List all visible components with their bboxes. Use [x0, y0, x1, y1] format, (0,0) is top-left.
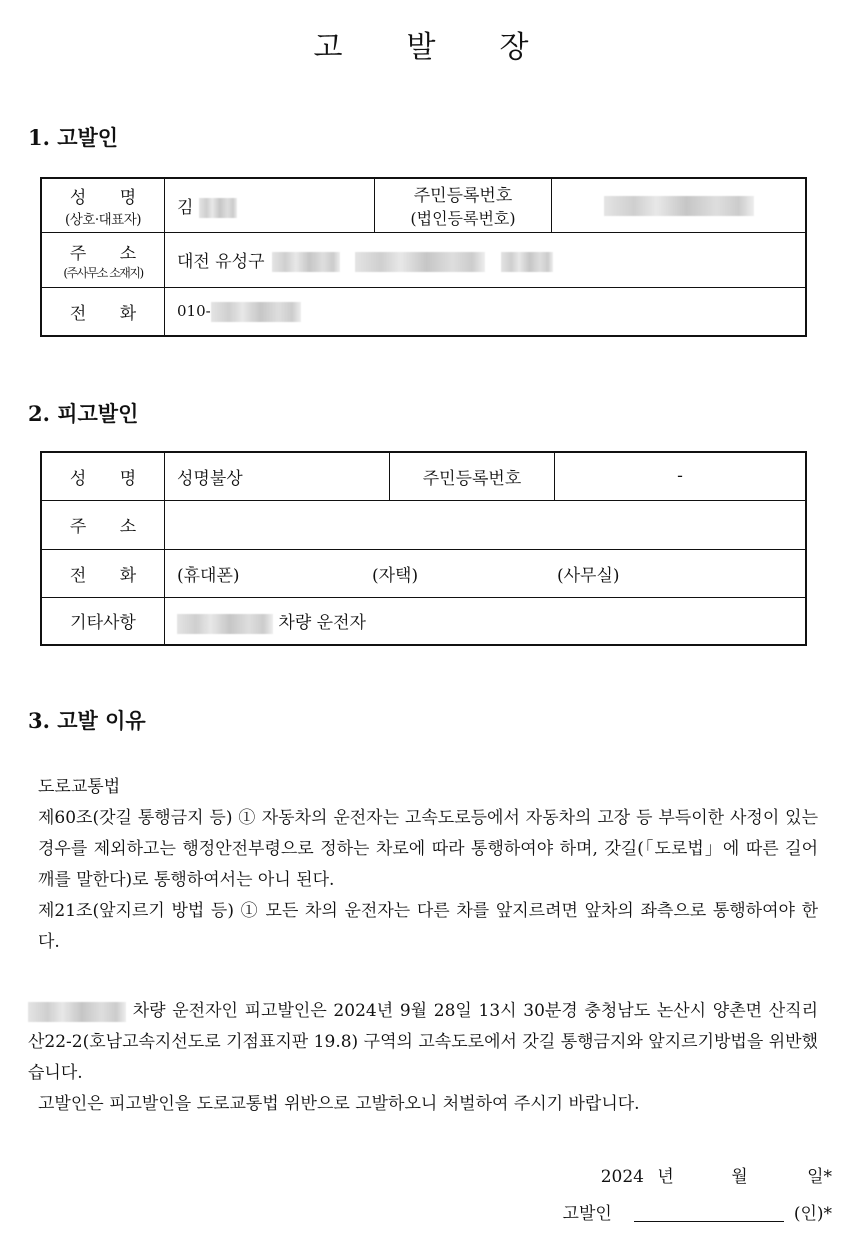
- complainant-name-cell: [165, 178, 375, 232]
- complainant-id-cell: [552, 178, 807, 232]
- facts-paragraph: [28, 996, 818, 1089]
- address-label: 주 소: [69, 517, 151, 537]
- name-sublabel: (상호·대표자): [64, 211, 142, 228]
- phone-label: 전 화: [69, 565, 151, 586]
- title-char: 장: [499, 30, 529, 65]
- month-unit: 월: [731, 1167, 748, 1187]
- complainant-table: [40, 177, 807, 337]
- article-21: 제21조(앞지르기 방법 등) ① 모든 차의 운전자는 다른 차를 앞지르려면 앞차의 좌측으로 통행하여야 한다.: [38, 901, 818, 952]
- document-title: [0, 22, 842, 66]
- redacted-block: [211, 302, 301, 322]
- facts: [28, 996, 818, 1120]
- address-label-cell: [41, 500, 165, 549]
- id-label-cell: [390, 452, 555, 500]
- complainant-address-cell: [165, 232, 807, 287]
- phone-home-label: (자택): [372, 565, 419, 586]
- accused-id: -: [677, 466, 683, 487]
- title-char: 고: [313, 30, 343, 65]
- accused-etc: 차량 운전자: [278, 613, 366, 633]
- redacted-block: [355, 252, 485, 272]
- redacted-block: [272, 252, 340, 272]
- name-label-cell: [41, 178, 165, 232]
- id-label: 주민등록번호: [422, 468, 522, 489]
- complainant-phone: 010-: [177, 302, 211, 320]
- redacted-block: [199, 198, 237, 218]
- section-heading-accused: 2. 피고발인: [28, 401, 139, 426]
- etc-label-cell: [41, 597, 165, 645]
- complainant-phone-cell: [165, 287, 807, 336]
- id-sublabel: (법인등록번호): [410, 209, 516, 229]
- section-heading-complainant: 1. 고발인: [28, 125, 119, 150]
- complainant-signature-label: 고발인: [562, 1204, 612, 1224]
- redacted-block: [28, 1002, 126, 1022]
- address-label-cell: [41, 232, 165, 287]
- phone-label-cell: [41, 287, 165, 336]
- year-value: 2024: [600, 1167, 644, 1187]
- phone-label: 전 화: [69, 303, 151, 324]
- address-label: 주 소: [69, 243, 151, 264]
- section-heading-reason: 3. 고발 이유: [28, 708, 146, 733]
- seal-label: (인)*: [793, 1204, 832, 1224]
- title-char: 발: [406, 30, 436, 65]
- phone-label-cell: [41, 549, 165, 597]
- redacted-block: [604, 196, 754, 216]
- id-label-cell: [375, 178, 552, 232]
- year-unit: 년: [657, 1167, 674, 1187]
- name-label: 성 명: [69, 187, 151, 208]
- phone-mobile-label: (휴대폰): [177, 565, 240, 586]
- day-unit: 일*: [807, 1167, 832, 1187]
- name-label-cell: [41, 452, 165, 500]
- request-text: 고발인은 피고발인을 도로교통법 위반으로 고발하오니 처벌하여 주시기 바랍니다.: [38, 1094, 640, 1114]
- accused-id-cell: [555, 452, 807, 500]
- redacted-block: [177, 614, 273, 634]
- accused-name: 성명불상: [177, 468, 243, 489]
- phone-office-label: (사무실): [557, 565, 620, 586]
- article-60: 제60조(갓길 통행금지 등) ① 자동차의 운전자는 고속도로등에서 자동차의 고장 등 부득이한 사정이 있는 경우를 제외하고는 행정안전부령으로 정하는 차로에 따라 통행하여야 하며, 갓길(「도로법」에 따른 길어깨를 말한다)로 통행하여서는 아니 된다.: [38, 808, 818, 890]
- complainant-address: 대전 유성구: [177, 251, 265, 272]
- legal-basis: [28, 772, 818, 958]
- etc-label: 기타사항: [70, 613, 136, 634]
- signature-line: [563, 1199, 832, 1224]
- signature-field[interactable]: [634, 1221, 784, 1222]
- id-label: 주민등록번호: [413, 186, 513, 207]
- accused-address-cell: [165, 500, 807, 549]
- accused-phone-cell: [165, 549, 807, 597]
- facts-text: 차량 운전자인 피고발인은 2024년 9월 28일 13시 30분경 충청남도 논산시 양촌면 산직리 산22-2(호남고속지선도로 기점표지판 19.8) 구역의 고속도로에서 갓길 통행금지와 앞지르기방법을 위반했습니다.: [28, 1001, 819, 1083]
- redacted-block: [501, 252, 553, 272]
- name-label: 성 명: [69, 468, 151, 489]
- accused-name-cell: [165, 452, 390, 500]
- accused-table: [40, 451, 807, 646]
- complainant-name: 김: [177, 197, 194, 218]
- law-name: 도로교통법: [38, 777, 121, 797]
- address-sublabel: (주사무소 소재지): [63, 265, 143, 280]
- accused-etc-cell: [165, 597, 807, 645]
- date-line: [601, 1162, 832, 1187]
